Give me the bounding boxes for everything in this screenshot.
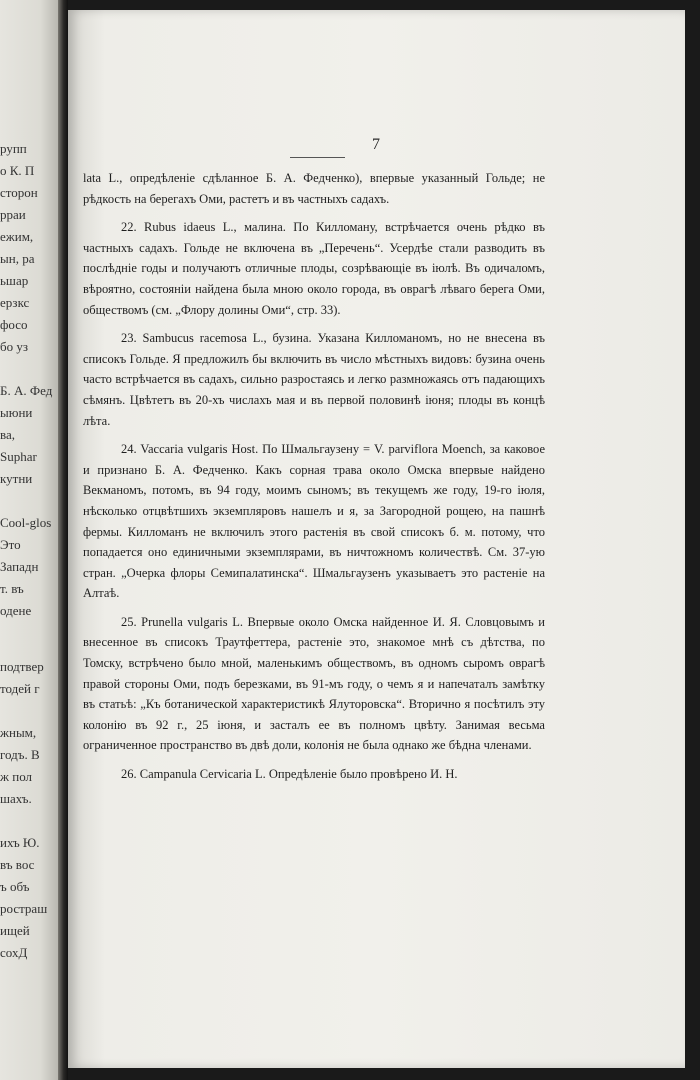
previous-page-text-fragment: сторон xyxy=(0,185,38,200)
previous-page-text-fragment: Западн xyxy=(0,559,39,574)
paragraph-item-22: 22. Rubus idaeus L., малина. По Килломану, встрѣчается очень рѣдко въ частныхъ садахъ. Гольде не включена въ „Перечень“. Усердѣе стали разводить въ послѣдніе годы и получаютъ отличные плоды, созрѣвающіе въ іюлѣ. Въ одичаломъ, вѣроятно, состояніи найдена была мною около города, въ оврагѣ лѣваго берега Оми, обществомъ (см. „Флору долины Оми“, стр. 33). xyxy=(83,220,545,317)
previous-page-text-fragment: ыюни xyxy=(0,405,33,420)
previous-page-text-fragment: Suphar xyxy=(0,449,37,464)
previous-page-text-fragment: рупп xyxy=(0,141,27,156)
previous-page-text-fragment: годъ. В xyxy=(0,747,40,762)
previous-page-text-fragment: рраи xyxy=(0,207,26,222)
previous-page-text-fragment: Cool-glos xyxy=(0,515,52,530)
previous-page-text-fragment: ва, xyxy=(0,427,15,442)
previous-page-text-fragment: подтвер xyxy=(0,659,44,674)
previous-page-text-fragment: сохД xyxy=(0,945,28,960)
previous-page-text-fragment: фосо xyxy=(0,317,28,332)
previous-page-text-fragment: ищей xyxy=(0,923,30,938)
previous-page-text-fragment: ын, ра xyxy=(0,251,35,266)
previous-page-text-fragment: жным, xyxy=(0,725,37,740)
paragraph-item-24: 24. Vaccaria vulgaris Host. По Шмальгаузену = V. parviflora Moench, за каковое и признано Б. А. Федченко. Какъ сорная трава около Омска впервые найдено Векманомъ, потомъ, въ 94 году, моимъ сыномъ; въ текущемъ же году, 19-го іюля, нѣсколько отцвѣтшихъ экземпляровъ нашелъ и я, за Загородной рощею, на пашнѣ фермы. Килломанъ не включилъ этого растенія въ свой списокъ б. м. потому, что попадается оно единичными экземплярами, въ ничтожномъ количествѣ. См. 37-ую стран. „Очерка флоры Семипалатинска“. Шмальгаузенъ указываетъ это растеніе на Алтаѣ. xyxy=(83,442,545,601)
paragraph-item-26: 26. Campanula Cervicaria L. Опредѣленіе было провѣрено И. Н. xyxy=(121,767,458,782)
previous-page-text-fragment: Это xyxy=(0,537,21,552)
previous-page-text-fragment: одене xyxy=(0,603,32,618)
book-gutter xyxy=(58,0,68,1080)
previous-page-text-fragment: въ вос xyxy=(0,857,35,872)
previous-page-text-fragment: Б. А. Фед xyxy=(0,383,53,398)
previous-page-text-fragment: о К. П xyxy=(0,163,35,178)
page-body xyxy=(83,168,545,793)
previous-page-text-fragment: ж пол xyxy=(0,769,33,784)
previous-page-text-fragment: т. въ xyxy=(0,581,24,596)
previous-page-text-fragment: ъ объ xyxy=(0,879,30,894)
paragraph-item-23: 23. Sambucus racemosa L., бузина. Указана Килломаномъ, но не внесена въ списокъ Гольде. Я предложилъ бы включить въ число мѣстныхъ видовъ: бузина очень часто встрѣчается въ садахъ, сильно разростаясь и легко размножаясь отъ падающихъ сѣмянъ. Цвѣтетъ въ 20-хъ числахъ мая и въ первой половинѣ іюня; плоды въ концѣ лѣта. xyxy=(83,331,545,428)
previous-page-edge xyxy=(0,0,58,1080)
paragraph-item-25: 25. Prunella vulgaris L. Впервые около Омска найденное И. Я. Словцовымъ и внесенное въ списокъ Траутфеттера, растеніе это, знакомое мнѣ съ дѣтства, по Томску, встрѣчено было мной, маленькимъ обществомъ, въ одномъ сыромъ оврагѣ правой стороны Оми, подъ березками, въ 91-мъ году, о чемъ я и напечаталъ замѣтку въ статьѣ: „Къ ботанической характеристикѣ Ялуторовска“. Вторично я посѣтилъ эту колонію въ 92 г., 25 іюня, и засталъ ее въ полномъ цвѣту. Занимая весьма ограниченное пространство въ двѣ доли, колонія не была однако же бѣдна членами. xyxy=(83,614,545,753)
previous-page-text-fragment: ежим, xyxy=(0,229,34,244)
previous-page-text-fragment: ерзкс xyxy=(0,295,30,310)
previous-page-text-fragment: шахъ. xyxy=(0,791,32,806)
page-number: 7 xyxy=(372,136,381,153)
previous-page-text-fragment: ихъ Ю. xyxy=(0,835,40,850)
page-number-rule xyxy=(290,157,345,158)
previous-page-text-fragment: ьшар xyxy=(0,273,29,288)
previous-page-text-fragment: ростраш xyxy=(0,901,48,916)
book-page xyxy=(68,10,685,1068)
paragraph-continuation: lata L., опредѣленіе сдѣланное Б. А. Федченко), впервые указанный Гольде; не рѣдкость на берегахъ Оми, растетъ и въ частныхъ садахъ. xyxy=(83,171,545,206)
previous-page-text-fragment: кутни xyxy=(0,471,33,486)
previous-page-text-fragment: тодей г xyxy=(0,681,40,696)
previous-page-text-fragment: бо уз xyxy=(0,339,28,354)
